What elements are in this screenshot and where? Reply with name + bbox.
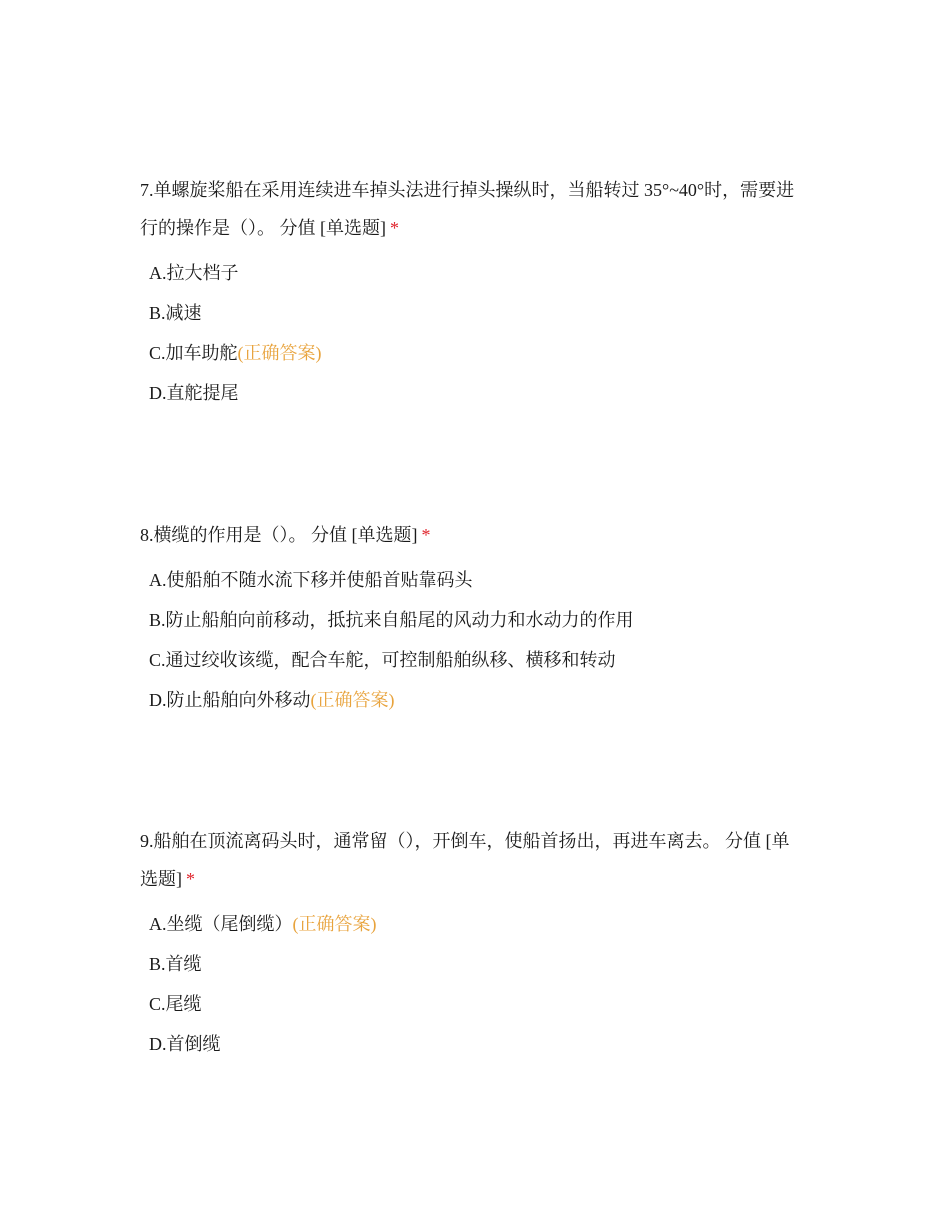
option-b[interactable]: [140, 600, 805, 640]
option-d[interactable]: [140, 680, 805, 720]
option-a[interactable]: [140, 253, 805, 293]
option-label: D.直舵提尾: [149, 383, 239, 403]
option-a[interactable]: [140, 904, 805, 944]
option-b[interactable]: [140, 944, 805, 984]
option-list: [140, 253, 805, 413]
question-text: [140, 516, 805, 554]
correct-answer-tag: (正确答案): [292, 914, 377, 934]
question-prompt: 7.单螺旋桨船在采用连续进车掉头法进行掉头操纵时，当船转过 35°~40°时，需要进行的操作是（）。 分值 [单选题]: [140, 180, 795, 238]
option-list: [140, 904, 805, 1064]
question-9: [140, 822, 805, 1064]
question-7: [140, 171, 805, 413]
option-c[interactable]: [140, 640, 805, 680]
option-label: B.防止船舶向前移动，抵抗来自船尾的风动力和水动力的作用: [149, 610, 634, 630]
required-mark: *: [186, 869, 195, 889]
option-c[interactable]: [140, 984, 805, 1024]
option-label: C.加车助舵: [149, 343, 238, 363]
question-prompt: 9.船舶在顶流离码头时，通常留（），开倒车，使船首扬出，再进车离去。 分值 [单选题]: [140, 831, 790, 889]
required-mark: *: [390, 218, 399, 238]
option-a[interactable]: [140, 560, 805, 600]
option-label: A.使船舶不随水流下移并使船首贴靠码头: [149, 570, 473, 590]
option-d[interactable]: [140, 373, 805, 413]
option-label: A.坐缆（尾倒缆）: [149, 914, 293, 934]
option-label: B.减速: [149, 303, 202, 323]
correct-answer-tag: (正确答案): [310, 690, 395, 710]
option-label: C.通过绞收该缆，配合车舵，可控制船舶纵移、横移和转动: [149, 650, 616, 670]
required-mark: *: [421, 525, 431, 545]
question-prompt: 8.横缆的作用是（）。 分值 [单选题]: [140, 525, 418, 545]
option-d[interactable]: [140, 1024, 805, 1064]
question-8: [140, 516, 805, 720]
question-text: [140, 171, 805, 247]
question-text: [140, 822, 805, 898]
correct-answer-tag: (正确答案): [237, 343, 322, 363]
option-label: C.尾缆: [149, 994, 202, 1014]
option-label: D.首倒缆: [149, 1034, 221, 1054]
option-label: A.拉大档子: [149, 263, 239, 283]
option-label: D.防止船舶向外移动: [149, 690, 311, 710]
option-c[interactable]: [140, 333, 805, 373]
option-list: [140, 560, 805, 720]
option-label: B.首缆: [149, 954, 202, 974]
option-b[interactable]: [140, 293, 805, 333]
